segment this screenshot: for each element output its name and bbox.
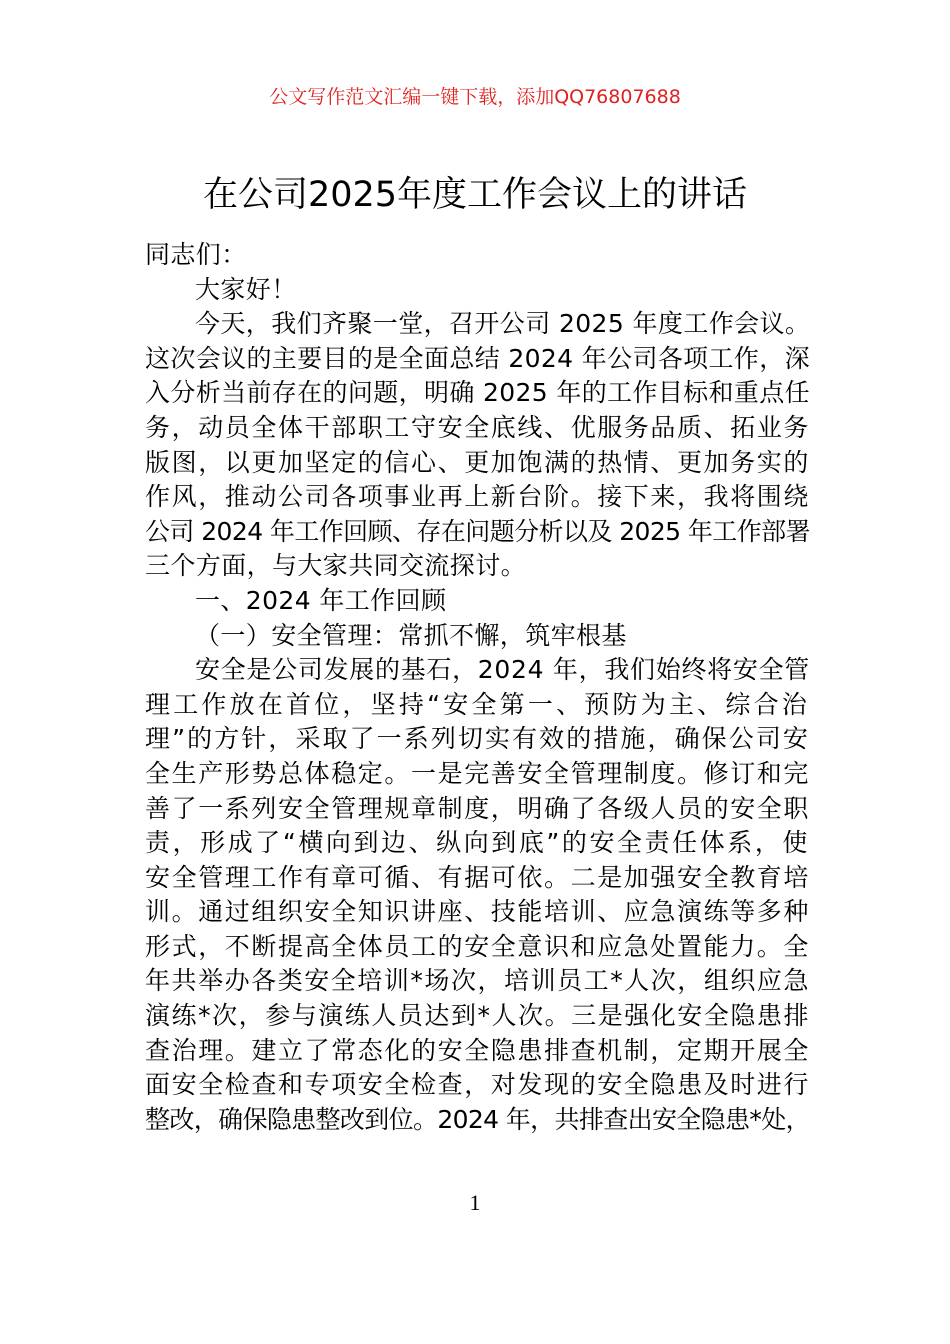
paragraph-line: 责，形成了“横向到边、纵向到底”的安全责任体系，使 [145,828,810,858]
page-number: 1 [469,1190,481,1215]
paragraph-line: 善了一系列安全管理规章制度，明确了各级人员的安全职 [145,793,810,823]
subsection-heading: （一）安全管理：常抓不懈，筑牢根基 [195,620,627,650]
paragraph-line: 理工作放在首位，坚持“安全第一、预防为主、综合治 [145,689,810,719]
paragraph-line: 理”的方针，采取了一系列切实有效的措施，确保公司安 [145,724,810,754]
paragraph-line: 作风，推动公司各项事业再上新台阶。接下来，我将围绕 [145,482,810,512]
document-title: 在公司2025年度工作会议上的讲话 [202,175,748,215]
paragraph-line: 年共举办各类安全培训*场次，培训员工*人次，组织应急 [145,966,810,996]
salutation-line: 同志们： [145,240,247,269]
paragraph-line: 全生产形势总体稳定。一是完善安全管理制度。修订和完 [145,758,810,788]
paragraph-line: 面安全检查和专项安全检查，对发现的安全隐患及时进行 [145,1070,810,1100]
paragraph-line: 安全是公司发展的基石，2024 年，我们始终将安全管 [195,655,810,685]
paragraph-line: 务，动员全体干部职工守安全底线、优服务品质、拓业务 [145,412,810,442]
paragraph-line: 训。通过组织安全知识讲座、技能培训、应急演练等多种 [145,897,810,927]
document-body [145,238,815,1137]
greeting-line: 大家好！ [195,274,297,304]
paragraph-line: 整改，确保隐患整改到位。2024 年，共排查出安全隐患*处， [145,1104,810,1134]
section-heading: 一、2024 年工作回顾 [195,585,447,615]
paragraph-line: 公司 2024 年工作回顾、存在问题分析以及 2025 年工作部署 [145,516,810,546]
watermark-banner: 公文写作范文汇编一键下载，添加QQ76807688 [269,86,681,108]
paragraph-line: 版图，以更加坚定的信心、更加饱满的热情、更加务实的 [145,447,810,477]
paragraph-line: 安全管理工作有章可循、有据可依。二是加强安全教育培 [145,862,810,892]
paragraph-line: 这次会议的主要目的是全面总结 2024 年公司各项工作，深 [145,343,810,373]
paragraph-line: 今天，我们齐聚一堂，召开公司 2025 年度工作会议。 [195,309,811,339]
paragraph-line: 形式，不断提高全体员工的安全意识和应急处置能力。全 [145,931,810,961]
paragraph-line: 三个方面，与大家共同交流探讨。 [145,551,527,581]
paragraph-line: 入分析当前存在的问题，明确 2025 年的工作目标和重点任 [145,378,810,408]
paragraph-line: 演练*次，参与演练人员达到*人次。三是强化安全隐患排 [145,1001,810,1031]
paragraph-line: 查治理。建立了常态化的安全隐患排查机制，定期开展全 [145,1035,810,1065]
